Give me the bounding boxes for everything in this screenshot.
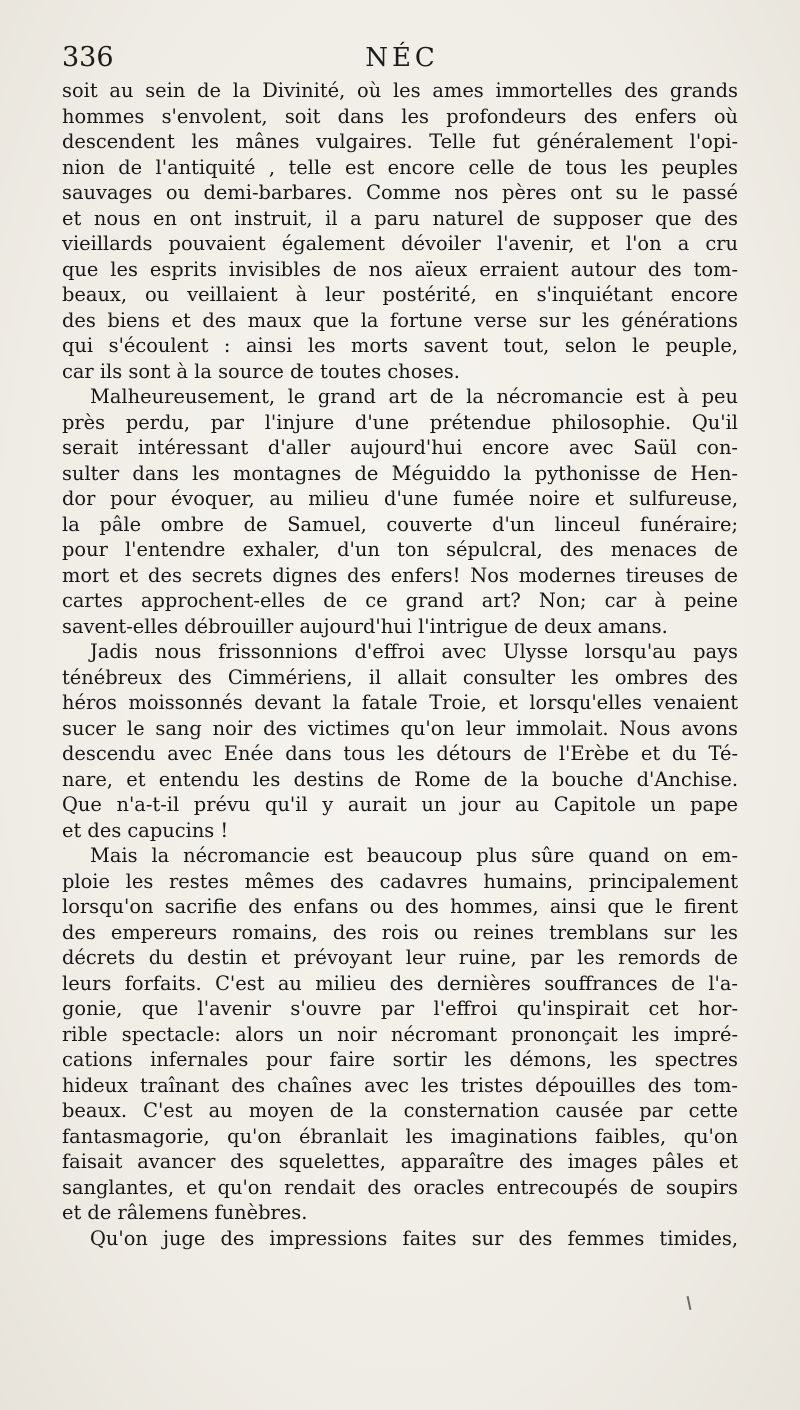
page-number: 336	[62, 42, 114, 73]
paragraph	[62, 843, 738, 1226]
text-line: des biens et des maux que la fortune verse sur les générations	[62, 308, 738, 332]
text-line: des empereurs romains, des rois ou reines tremblans sur les	[62, 920, 738, 944]
text-line: hommes s'envolent, soit dans les profondeurs des enfers où	[62, 104, 738, 128]
text-line: hideux traînant des chaînes avec les tristes dépouilles des tom-	[62, 1073, 738, 1097]
text-line: ploie les restes mêmes des cadavres humains, principalement	[62, 869, 738, 893]
text-line: et des capucins !	[62, 818, 229, 842]
text-line: pour l'entendre exhaler, d'un ton sépulcral, des menaces de	[62, 538, 738, 561]
paragraph	[62, 78, 738, 384]
paragraph	[62, 1226, 738, 1252]
text-line: mort et des secrets dignes des enfers! Nos modernes tireuses de	[62, 563, 738, 587]
text-line: lorsqu'on sacrifie des enfans ou des hommes, ainsi que le firent	[62, 895, 738, 918]
text-line: vieillards pouvaient également dévoiler l'avenir, et l'on a cru	[62, 232, 738, 255]
text-line: savent-elles débrouiller aujourd'hui l'intrigue de deux amans.	[62, 614, 668, 638]
text-line: et de râlemens funèbres.	[62, 1201, 308, 1224]
text-line: la pâle ombre de Samuel, couverte d'un linceul funéraire;	[62, 512, 738, 536]
text-line: sanglantes, et qu'on rendait des oracles entrecoupés de soupirs	[62, 1175, 738, 1199]
text-line: rible spectacle: alors un noir nécromant prononçait les impré-	[62, 1022, 738, 1046]
text-line: Que n'a-t-il prévu qu'il y aurait un jour au Capitole un pape	[62, 793, 738, 816]
text-line: fantasmagorie, qu'on ébranlait les imaginations faibles, qu'on	[62, 1124, 738, 1148]
text-line: car ils sont à la source de toutes choses.	[62, 359, 460, 383]
text-line: qui s'écoulent : ainsi les morts savent tout, selon le peuple,	[62, 334, 738, 357]
text-line: faisait avancer des squelettes, apparaître des images pâles et	[62, 1150, 738, 1173]
text-line: et nous en ont instruit, il a paru naturel de supposer que des	[62, 206, 738, 230]
text-line: nion de l'antiquité , telle est encore celle de tous les peuples	[62, 155, 738, 179]
text-line: près perdu, par l'injure d'une prétendue philosophie. Qu'il	[62, 410, 738, 434]
text-line: cartes approchent-elles de ce grand art? Non; car à peine	[62, 589, 738, 612]
text-line: que les esprits invisibles de nos aïeux erraient autour des tom-	[62, 257, 738, 281]
text-line: sauvages ou demi-barbares. Comme nos pères ont su le passé	[62, 181, 738, 204]
text-line: héros moissonnés devant la fatale Troie, et lorsqu'elles venaient	[62, 691, 738, 714]
text-line: sucer le sang noir des victimes qu'on leur immolait. Nous avons	[62, 716, 738, 740]
page-header	[62, 38, 742, 78]
text-line: soit au sein de la Divinité, où les ames immortelles des grands	[62, 79, 738, 102]
text-line: décrets du destin et prévoyant leur ruine, par les remords de	[62, 946, 738, 969]
text-line: gonie, que l'avenir s'ouvre par l'effroi qu'inspirait cet hor-	[62, 997, 738, 1020]
text-line: beaux, ou veillaient à leur postérité, en s'inquiétant encore	[62, 283, 738, 306]
text-line: Mais la nécromancie est beaucoup plus sûre quand on em-	[90, 844, 738, 867]
running-head: NÉC	[365, 43, 439, 73]
text-line: descendent les mânes vulgaires. Telle fut généralement l'opi-	[62, 130, 738, 153]
text-line: descendu avec Enée dans tous les détours de l'Erèbe et du Té-	[62, 742, 738, 765]
paragraph	[62, 639, 738, 843]
text-line: leurs forfaits. C'est au milieu des dernières souffrances de l'a-	[62, 971, 738, 995]
body-text	[62, 78, 738, 1251]
text-line: dor pour évoquer, au milieu d'une fumée noire et sulfureuse,	[62, 487, 738, 510]
paragraph	[62, 384, 738, 639]
text-line: sulter dans les montagnes de Méguiddo la pythonisse de Hen-	[62, 461, 738, 485]
text-line: nare, et entendu les destins de Rome de la bouche d'Anchise.	[62, 767, 738, 791]
text-line: Malheureusement, le grand art de la nécromancie est à peu	[90, 385, 738, 408]
stray-ink-mark	[687, 1296, 692, 1310]
text-line: Qu'on juge des impressions faites sur des femmes timides,	[90, 1226, 738, 1250]
text-line: beaux. C'est au moyen de la consternation causée par cette	[62, 1099, 738, 1122]
text-line: ténébreux des Cimmériens, il allait consulter les ombres des	[62, 665, 738, 689]
text-line: Jadis nous frissonnions d'effroi avec Ulysse lorsqu'au pays	[90, 640, 738, 663]
text-line: cations infernales pour faire sortir les démons, les spectres	[62, 1048, 738, 1071]
text-line: serait intéressant d'aller aujourd'hui encore avec Saül con-	[62, 436, 738, 459]
